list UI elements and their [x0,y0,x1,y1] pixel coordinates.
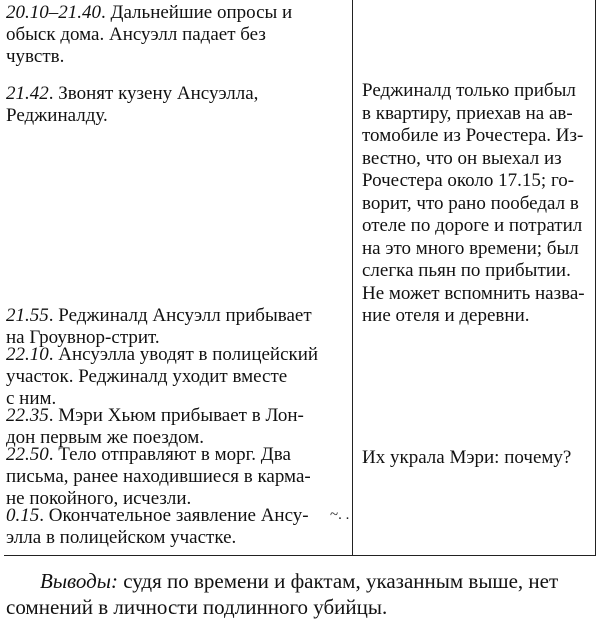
timeline-entry [6,83,346,127]
entry-continuation: не покойного, исчезли. [6,488,192,509]
entry-text: . Дальнейшие опросы и [101,2,293,23]
entry-continuation: с ним. [6,388,57,409]
entry-continuation: Реджиналду. [6,105,108,126]
note-line: ние отеля и деревни. [362,305,530,326]
timeline-entry [6,2,346,68]
entry-text: . Мэри Хьюм прибывает в Лон- [48,405,304,426]
note-line: ворит, что рано пообедал в [362,192,579,214]
note-line: Не может вспомнить назва- [362,282,585,304]
note-line: отеле по дороге и потратил [362,215,583,236]
entry-time: 21.42 [6,83,49,104]
entry-text: . Тело отправляют в морг. Два [48,444,291,465]
margin-mark: ~. . [330,507,350,523]
note-line: в квартиру, приехав на ав- [362,102,573,124]
entry-continuation: обыск дома. Ансуэлл падает без [6,24,266,45]
entry-time: 21.55 [6,305,49,326]
entry-continuation: участок. Реджиналд уходит вместе [6,366,288,387]
entry-continuation: письма, ранее находившиеся в карма- [6,466,311,487]
timeline-entry [6,505,346,549]
entry-continuation: дон первым же поездом. [6,427,205,448]
entry-text: . Окончательное заявление Ансу- [39,505,309,526]
timeline-entry [6,444,346,510]
note-reginald [362,80,592,328]
entry-time: 20.10–21.40 [6,2,101,23]
entry-continuation: на Гроувнор-стрит. [6,327,160,348]
entry-time: 22.10 [6,344,49,365]
entry-text: . Реджиналд Ансуэлл прибывает [48,305,312,326]
entry-text: . Ансуэлла уводят в полицейский [48,344,319,365]
timeline-entry [6,344,346,410]
note-line: Реджиналд только прибыл [362,80,576,101]
conclusion [6,568,596,620]
timeline-entry [6,405,346,449]
entry-time: 22.35 [6,405,49,426]
column-divider [352,0,353,556]
note-mary [362,447,592,470]
entry-time: 22.50 [6,444,49,465]
note-line: Их украла Мэри: почему? [362,447,572,468]
entry-continuation: чувств. [6,46,65,67]
timeline-entry [6,305,346,349]
conclusion-text: судя по времени и фактам, указанным выше, нет [117,569,559,593]
note-line: вестно, что он выехал из [362,147,562,169]
entry-continuation: элла в полицейском участке. [6,527,237,548]
note-line: Рочестера около 17.15; го- [362,170,575,191]
note-line: слегка пьян по прибытии. [362,260,571,281]
note-line: на это много времени; был [362,237,579,259]
conclusion-label: Выводы: [40,569,118,593]
entry-time: 0.15 [6,505,40,526]
conclusion-text: сомнений в личности подлинного убийцы. [6,595,388,619]
note-line: томобиле из Рочестера. Из- [362,125,584,146]
entry-text: . Звонят кузену Ансуэлла, [48,83,259,104]
